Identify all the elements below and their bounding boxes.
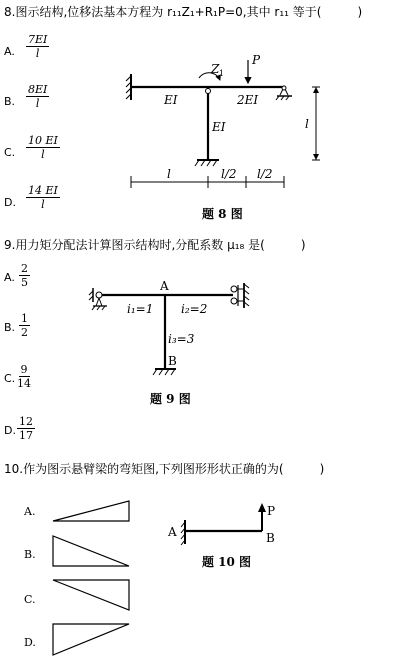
q10-option-d-letter: D. (24, 636, 36, 649)
question-10-stem: 10.作为图示悬臂梁的弯矩图,下列图形形状正确的为( ) (4, 462, 325, 476)
denominator: l (35, 97, 40, 110)
denominator: 14 (17, 377, 31, 390)
q10-option-a-letter: A. (24, 505, 36, 518)
question-8-stem: 8.图示结构,位移法基本方程为 r₁₁Z₁+R₁P=0,其中 r₁₁ 等于( ) (4, 5, 363, 19)
fig8-label-l-vert: l (305, 117, 309, 131)
figure-10-caption: 题 10 图 (202, 555, 252, 569)
numerator: 12 (19, 415, 33, 428)
q10-option-d-shape (53, 624, 129, 655)
fig9-label-i3: i₃=3 (168, 332, 195, 346)
denominator: 2 (21, 326, 28, 339)
q8-option-d-letter: D. (4, 196, 16, 209)
figure-10-frame (181, 503, 266, 545)
q8-option-c-letter: C. (4, 146, 16, 159)
figure-8-caption: 题 8 图 (202, 207, 243, 221)
numerator: 9 (20, 363, 28, 376)
fig8-label-p: P (252, 53, 261, 67)
q9-option-a-letter: A. (4, 271, 15, 284)
denominator: l (35, 47, 40, 60)
q9-option-c-letter: C. (4, 372, 16, 385)
fig9-label-i1: i₁=1 (127, 302, 154, 316)
fig9-label-b: B (168, 354, 177, 368)
fig8-label-z: Z (211, 62, 220, 76)
numerator: 14 EI (28, 184, 58, 197)
numerator: 10 EI (28, 134, 58, 147)
denominator: 5 (21, 276, 28, 289)
q9-option-b-letter: B. (4, 321, 16, 334)
question-9-stem: 9.用力矩分配法计算图示结构时,分配系数 μ₁₈ 是( ) (4, 238, 306, 252)
fig8-label-l-span2: l/2 (221, 167, 237, 181)
q9-option-d-letter: D. (4, 424, 16, 437)
fig9-label-a: A (160, 279, 169, 293)
q10-option-c-shape (53, 580, 129, 610)
fig10-label-a: A (168, 525, 177, 539)
fig10-label-b: B (266, 531, 275, 545)
denominator: l (41, 198, 45, 211)
denominator: 17 (19, 429, 33, 442)
numerator: 7EI (28, 33, 48, 46)
fig8-label-ei-left: EI (164, 93, 178, 107)
q10-option-b-letter: B. (24, 548, 36, 561)
numerator: 2 (21, 262, 28, 275)
figure-9-caption: 题 9 图 (150, 392, 191, 406)
fig8-label-z-sub: 1 (219, 69, 225, 78)
fig8-label-l-span3: l/2 (257, 167, 273, 181)
q8-option-a-letter: A. (4, 45, 15, 58)
q8-option-b-letter: B. (4, 95, 16, 108)
denominator: l (41, 148, 45, 161)
q10-option-a-shape (53, 501, 129, 521)
fig10-label-p: P (267, 504, 276, 518)
numerator: 1 (21, 312, 28, 325)
fig9-label-i2: i₂=2 (181, 302, 208, 316)
fig8-label-ei-right: 2EI (237, 93, 259, 107)
q10-option-c-letter: C. (24, 593, 36, 606)
fig8-label-ei-column: EI (212, 120, 226, 134)
numerator: 8EI (28, 83, 48, 96)
fig8-label-l-span1: l (167, 167, 171, 181)
q10-option-b-shape (53, 536, 129, 566)
